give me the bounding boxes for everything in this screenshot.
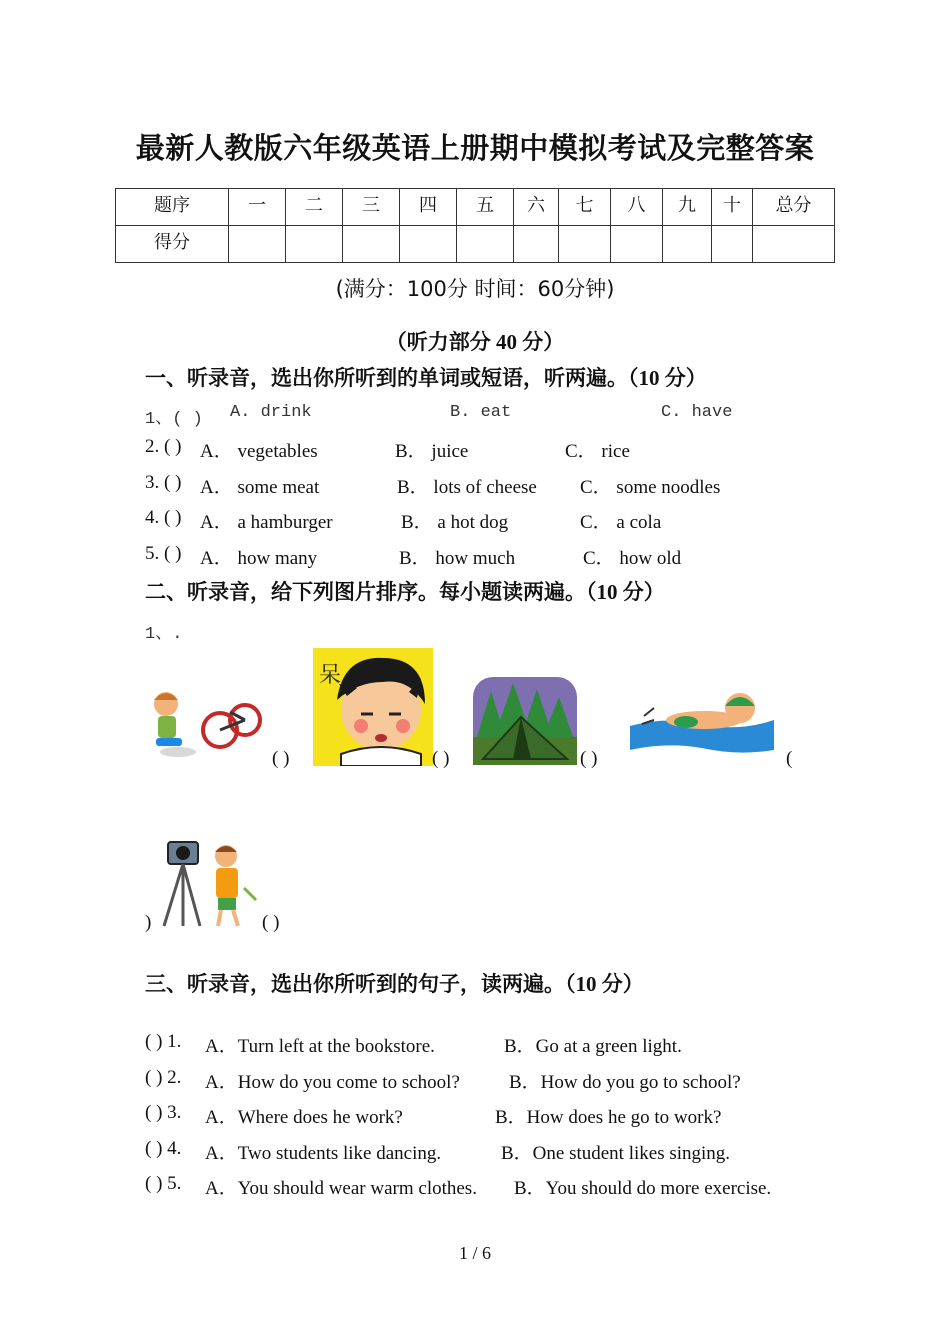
option-c: C． a cola: [580, 512, 662, 533]
question-number[interactable]: 5. ( ): [145, 543, 182, 564]
section3-heading: 三、听录音，选出你所听到的句子，读两遍。（10 分）: [145, 972, 644, 996]
table-cell: 十: [712, 189, 753, 226]
listening-part-heading: （听力部分 40 分）: [385, 330, 565, 354]
table-cell: 一: [229, 189, 286, 226]
option-b: B. eat: [450, 403, 512, 422]
score-cell[interactable]: [753, 226, 835, 263]
page-number: 1 / 6: [458, 1243, 491, 1263]
option-b: B．One student likes singing.: [501, 1143, 731, 1164]
answer-blank[interactable]: ( ): [580, 748, 598, 769]
score-cell[interactable]: [343, 226, 400, 263]
question-number[interactable]: ( ) 3.: [145, 1102, 182, 1123]
question-number[interactable]: 2. ( ): [145, 436, 182, 457]
question-number[interactable]: ( ) 4.: [145, 1138, 182, 1159]
option-b: B．Go at a green light.: [504, 1036, 682, 1057]
table-cell: 七: [559, 189, 611, 226]
option-a: A．How do you come to school?: [205, 1072, 460, 1093]
table-cell: 五: [457, 189, 514, 226]
option-a: A． vegetables: [200, 441, 318, 462]
option-c: C． rice: [565, 441, 630, 462]
score-table: [115, 188, 835, 263]
option-a: A． a hamburger: [200, 512, 333, 533]
photographer-picture: [158, 838, 258, 930]
section1-heading: 一、听录音，选出你所听到的单词或短语，听两遍。（10 分）: [145, 366, 707, 390]
question-number[interactable]: 1、( ): [145, 410, 203, 429]
score-cell[interactable]: [229, 226, 286, 263]
option-b: B．You should do more exercise.: [514, 1178, 772, 1199]
score-table-header-row: [116, 189, 835, 226]
score-cell[interactable]: [559, 226, 611, 263]
option-c: C． some noodles: [580, 477, 721, 498]
score-cell[interactable]: [286, 226, 343, 263]
swimmer-picture: [630, 686, 774, 754]
score-cell[interactable]: [400, 226, 457, 263]
table-cell: 总分: [753, 189, 835, 226]
full-score-line: (满分：100分 时间：60分钟): [335, 277, 615, 301]
option-a: A． how many: [200, 548, 318, 569]
table-cell: 三: [343, 189, 400, 226]
tent-picture: [473, 677, 577, 765]
option-b: B． how much: [399, 548, 516, 569]
section2-sub-label: 1、.: [145, 625, 183, 644]
question-number[interactable]: 4. ( ): [145, 507, 182, 528]
option-a: A．Two students like dancing.: [205, 1143, 442, 1164]
option-b: B． juice: [395, 441, 469, 462]
score-table-score-row: [116, 226, 835, 263]
option-a: A. drink: [230, 403, 312, 422]
table-cell: 得分: [116, 226, 229, 263]
option-a: A．You should wear warm clothes.: [205, 1178, 477, 1199]
svg-text:呆: 呆: [319, 663, 342, 688]
table-cell: 四: [400, 189, 457, 226]
table-cell: 二: [286, 189, 343, 226]
option-b: B．How do you go to school?: [509, 1072, 741, 1093]
question-number[interactable]: ( ) 2.: [145, 1067, 182, 1088]
answer-paren-close[interactable]: ): [145, 912, 152, 933]
score-cell[interactable]: [611, 226, 663, 263]
option-b: B． a hot dog: [401, 512, 509, 533]
option-c: C. have: [661, 403, 733, 422]
option-c: C． how old: [583, 548, 682, 569]
table-cell: 六: [514, 189, 559, 226]
score-cell[interactable]: [457, 226, 514, 263]
option-a: A． some meat: [200, 477, 320, 498]
answer-blank[interactable]: ( ): [262, 912, 280, 933]
question-number[interactable]: 3. ( ): [145, 472, 182, 493]
table-cell: 九: [663, 189, 712, 226]
answer-blank[interactable]: ( ): [432, 748, 450, 769]
bike-crash-picture: [148, 686, 266, 762]
score-cell[interactable]: [663, 226, 712, 263]
score-cell[interactable]: [514, 226, 559, 263]
page-title: 最新人教版六年级英语上册期中模拟考试及完整答案: [135, 131, 815, 165]
option-b: B．How does he go to work?: [495, 1107, 722, 1128]
option-a: A．Where does he work?: [205, 1107, 403, 1128]
section2-heading: 二、听录音，给下列图片排序。每小题读两遍。（10 分）: [145, 580, 665, 604]
question-number[interactable]: ( ) 5.: [145, 1173, 182, 1194]
score-cell[interactable]: [712, 226, 753, 263]
answer-paren-open[interactable]: (: [786, 748, 793, 769]
table-cell: 八: [611, 189, 663, 226]
option-b: B． lots of cheese: [397, 477, 537, 498]
answer-blank[interactable]: ( ): [272, 748, 290, 769]
table-cell: 题序: [116, 189, 229, 226]
option-a: A．Turn left at the bookstore.: [205, 1036, 435, 1057]
sleepy-boy-picture: [313, 648, 433, 766]
question-number[interactable]: ( ) 1.: [145, 1031, 182, 1052]
